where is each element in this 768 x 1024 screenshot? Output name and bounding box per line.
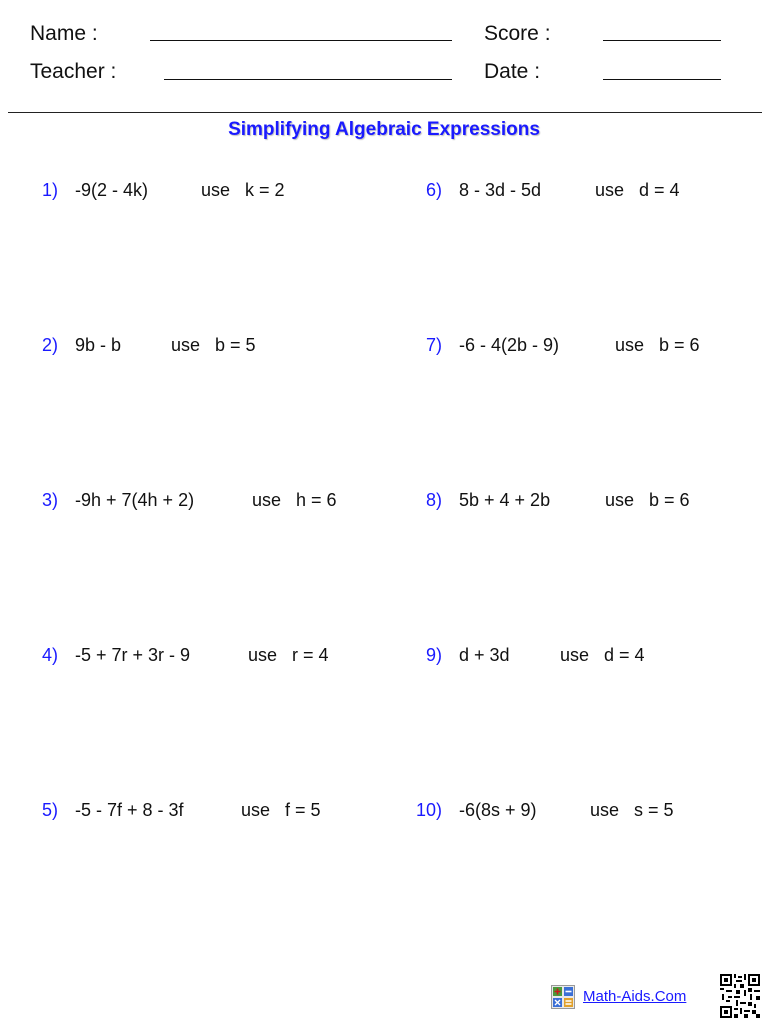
problem-substitution: use b = 5 bbox=[171, 335, 256, 355]
teacher-blank[interactable] bbox=[164, 79, 452, 80]
problem-expression: d + 3d bbox=[459, 645, 510, 665]
problem-9 bbox=[384, 643, 768, 667]
problem-substitution: use k = 2 bbox=[201, 180, 285, 200]
problem-7 bbox=[384, 333, 768, 357]
problem-expression: -5 + 7r + 3r - 9 bbox=[75, 645, 191, 665]
problem-expression: -9(2 - 4k) bbox=[75, 180, 149, 200]
problem-number: 2) bbox=[41, 335, 58, 355]
problem-3 bbox=[0, 488, 384, 512]
calculator-icon bbox=[551, 985, 575, 1009]
problem-substitution: use r = 4 bbox=[248, 645, 329, 665]
teacher-label: Teacher : bbox=[30, 60, 117, 83]
problem-substitution: use b = 6 bbox=[615, 335, 700, 355]
problem-number: 7) bbox=[425, 335, 442, 355]
problem-substitution: use b = 6 bbox=[605, 490, 690, 510]
name-label: Name : bbox=[30, 22, 98, 45]
problem-number: 3) bbox=[41, 490, 58, 510]
qr-code-icon bbox=[720, 974, 760, 1018]
problem-expression: -5 - 7f + 8 - 3f bbox=[75, 800, 184, 820]
problem-substitution: use f = 5 bbox=[241, 800, 321, 820]
problem-8 bbox=[384, 488, 768, 512]
problem-6 bbox=[384, 178, 768, 202]
header-divider bbox=[8, 112, 762, 113]
worksheet-title: Simplifying Algebraic Expressions bbox=[228, 119, 540, 140]
problem-substitution: use s = 5 bbox=[590, 800, 674, 820]
problem-expression: 9b - b bbox=[75, 335, 122, 355]
problem-expression: -6(8s + 9) bbox=[459, 800, 537, 820]
problem-substitution: use d = 4 bbox=[595, 180, 680, 200]
problem-number: 4) bbox=[41, 645, 58, 665]
problem-2 bbox=[0, 333, 384, 357]
date-blank[interactable] bbox=[603, 79, 721, 80]
problem-expression: -6 - 4(2b - 9) bbox=[459, 335, 560, 355]
problem-expression: 5b + 4 + 2b bbox=[459, 490, 551, 510]
problem-expression: 8 - 3d - 5d bbox=[459, 180, 542, 200]
problem-number: 6) bbox=[425, 180, 442, 200]
math-aids-link[interactable]: Math-Aids.Com bbox=[583, 988, 687, 1005]
problem-number: 1) bbox=[41, 180, 58, 200]
problem-number: 5) bbox=[41, 800, 58, 820]
problem-number: 8) bbox=[425, 490, 442, 510]
score-label: Score : bbox=[484, 22, 551, 45]
problem-substitution: use d = 4 bbox=[560, 645, 645, 665]
problem-5 bbox=[0, 798, 384, 822]
problem-4 bbox=[0, 643, 384, 667]
score-blank[interactable] bbox=[603, 40, 721, 41]
problem-1 bbox=[0, 178, 384, 202]
problem-number: 9) bbox=[425, 645, 442, 665]
name-blank[interactable] bbox=[150, 40, 452, 41]
problem-10 bbox=[384, 798, 768, 822]
date-label: Date : bbox=[484, 60, 541, 83]
problem-expression: -9h + 7(4h + 2) bbox=[75, 490, 195, 510]
problem-number: 10) bbox=[415, 800, 442, 820]
problem-substitution: use h = 6 bbox=[252, 490, 337, 510]
